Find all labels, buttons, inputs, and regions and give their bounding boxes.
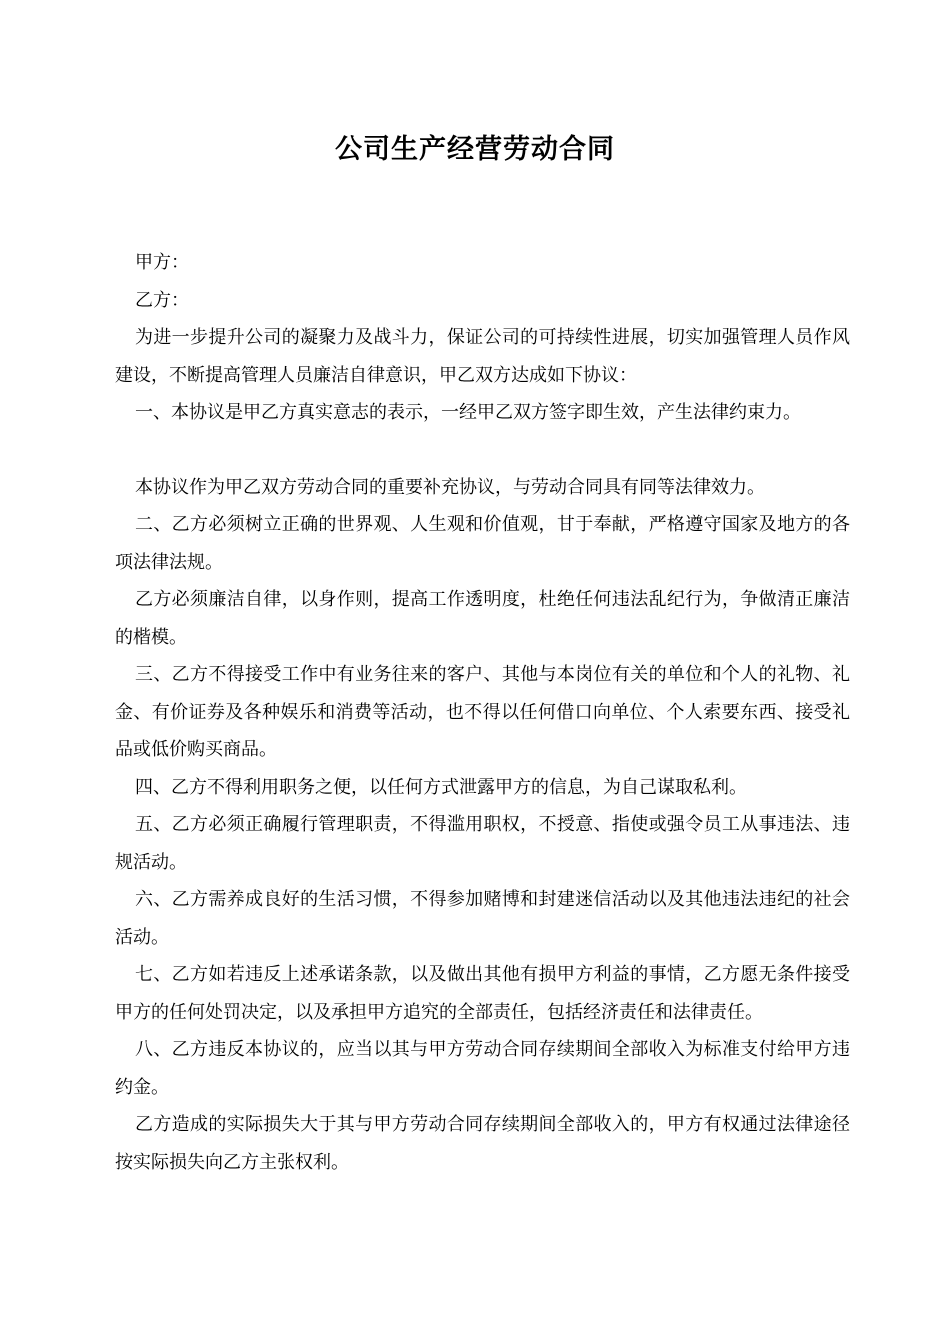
clause-2-supplement: 乙方必须廉洁自律，以身作则，提高工作透明度，杜绝任何违法乱纪行为，争做清正廉洁的楷模。 [115,589,850,648]
document-body [115,244,850,1181]
party-a-label: 甲方： [135,252,189,273]
clause-4: 四、乙方不得利用职务之便，以任何方式泄露甲方的信息，为自己谋取私利。 [135,776,747,798]
party-b-label: 乙方： [135,289,189,311]
clause-5: 五、乙方必须正确履行管理职责，不得滥用职权，不授意、指使或强令员工从事违法、违规活动。 [115,814,850,873]
clause-1-supplement: 本协议作为甲乙双方劳动合同的重要补充协议，与劳动合同具有同等法律效力。 [135,476,765,498]
preamble-paragraph: 为进一步提升公司的凝聚力及战斗力，保证公司的可持续性进展，切实加强管理人员作风建设，不断提高管理人员廉洁自律意识，甲乙双方达成如下协议： [115,327,850,386]
clause-2: 二、乙方必须树立正确的世界观、人生观和价值观，甘于奉献，严格遵守国家及地方的各项法律法规。 [115,514,850,573]
clause-1: 一、本协议是甲乙方真实意志的表示，一经甲乙双方签字即生效，产生法律约束力。 [135,402,801,423]
clause-8: 八、乙方违反本协议的，应当以其与甲方劳动合同存续期间全部收入为标准支付给甲方违约金。 [115,1039,850,1098]
clause-7: 七、乙方如若违反上述承诺条款，以及做出其他有损甲方利益的事情，乙方愿无条件接受甲方的任何处罚决定，以及承担甲方追究的全部责任，包括经济责任和法律责任。 [115,964,850,1023]
paragraph-spacer [115,432,850,469]
document-title: 公司生产经营劳动合同 [335,134,615,165]
clause-3: 三、乙方不得接受工作中有业务往来的客户、其他与本岗位有关的单位和个人的礼物、礼金、有价证券及各种娱乐和消费等活动，也不得以任何借口向单位、个人索要东西、接受礼品或低价购买商品。 [115,664,850,760]
clause-8-supplement: 乙方造成的实际损失大于其与甲方劳动合同存续期间全部收入的，甲方有权通过法律途径按实际损失向乙方主张权利。 [115,1114,850,1173]
clause-6: 六、乙方需养成良好的生活习惯，不得参加赌博和封建迷信活动以及其他违法违纪的社会活动。 [115,889,850,948]
